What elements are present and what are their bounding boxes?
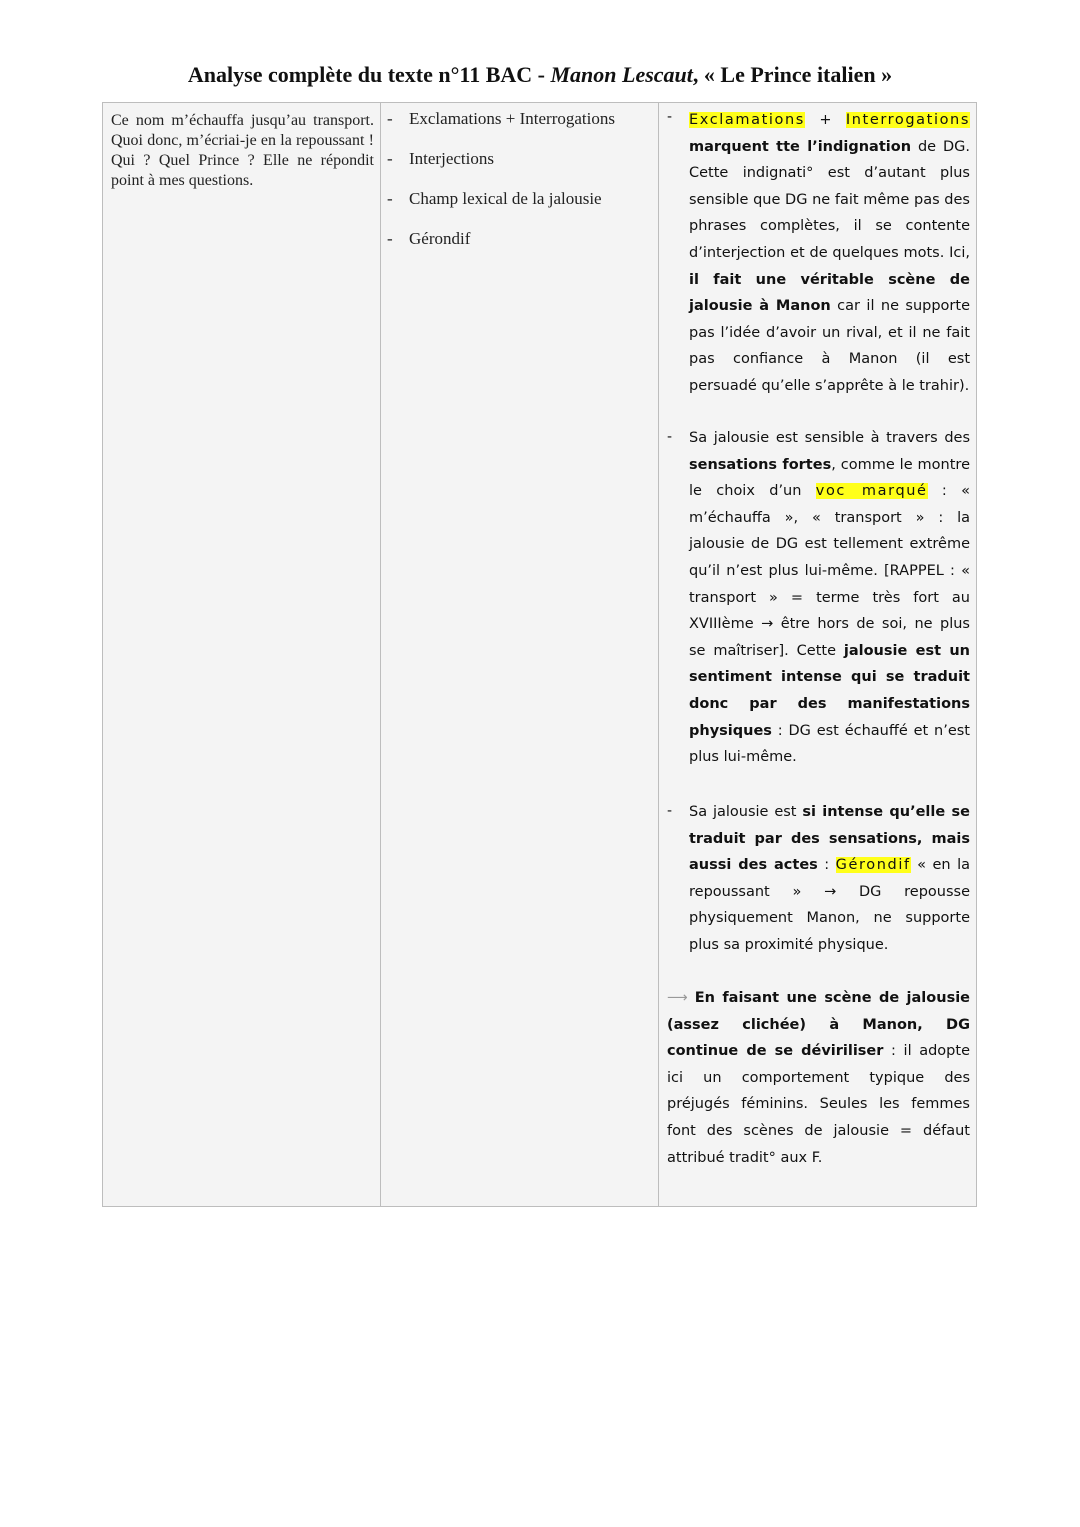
- procede-label: Exclamations + Interrogations: [409, 109, 615, 128]
- text: +: [804, 112, 846, 128]
- text: : DG est échauffé et n’est plus lui-même.: [689, 722, 970, 766]
- analysis-table: [102, 102, 977, 1207]
- title-work: Manon Lescaut: [550, 62, 693, 87]
- bold-text: sensations fortes: [689, 456, 832, 473]
- highlight: Interrogations: [845, 112, 970, 128]
- procede-label: Gérondif: [409, 229, 471, 248]
- procedes-column: [381, 103, 659, 1206]
- text: :: [817, 857, 836, 874]
- bullet-dash: -: [667, 429, 673, 445]
- text: « en la repoussant » → DG repousse physiquement Manon, ne supporte plus sa proximité physique.: [689, 857, 970, 953]
- procede-item: - Interjections: [387, 149, 494, 168]
- procede-item: - Exclamations + Interrogations: [387, 109, 615, 128]
- bullet-dash: -: [667, 109, 673, 125]
- bold-text: En faisant une scène de jalousie (assez clichée) à Manon, DG continue de se déviriliser: [667, 990, 970, 1060]
- title-suffix: , « Le Prince italien »: [692, 62, 893, 87]
- text: : il adopte ici un comportement typique des préjugés féminins. Seules les femmes font des scènes de jalousie = défaut attribué tradit° aux F.: [667, 1043, 970, 1166]
- procede-item: - Gérondif: [387, 229, 471, 248]
- text: de DG. Cette indignati° est d’autant plus sensible que DG ne fait même pas des phrases complètes, il se contente d’interjection et de quelques mots. Ici,: [689, 138, 970, 261]
- text: car il ne supporte pas l’idée d’avoir un rival, et il ne fait pas confiance à Manon (il est persuadé qu’elle s’apprête à le trahir).: [689, 298, 970, 394]
- analysis-paragraph-2: [689, 425, 970, 771]
- text: Sa jalousie est: [689, 804, 803, 820]
- analysis-paragraph-1: [689, 107, 970, 400]
- bold-text: si intense qu’elle se traduit par des sensations, mais aussi des actes: [689, 804, 970, 874]
- bullet-dash: -: [667, 803, 673, 819]
- procede-label: Champ lexical de la jalousie: [409, 189, 602, 208]
- arrow-icon: ⟶: [667, 990, 688, 1006]
- title-prefix: Analyse complète du texte n°11 BAC -: [187, 62, 551, 87]
- quote-text: Ce nom m’échauffa jusqu’au transport. Quoi donc, m’écriai-je en la repoussant ! Qui ? Quel Prince ? Elle ne répondit point à mes questions.: [111, 112, 374, 189]
- bold-text: jalousie est un sentiment intense qui se traduit donc par des manifestations physiques: [689, 642, 970, 739]
- quote-column: [103, 103, 381, 1206]
- procede-item: - Champ lexical de la jalousie: [387, 189, 602, 208]
- highlight: Exclamations: [689, 112, 805, 128]
- highlight: Gérondif: [835, 857, 911, 874]
- text: , comme le montre le choix d’un: [689, 456, 970, 500]
- page-title: [0, 62, 1080, 88]
- text: : « m’échauffa », « transport » : la jalousie de DG est tellement extrême qu’il n’est plus lui-même. [RAPPEL : « transport » = terme très fort au XVIIIème → être hors de soi, ne plus se maîtriser]. Cette: [689, 483, 970, 659]
- procede-label: Interjections: [409, 149, 494, 168]
- bold-text: marquent tte l’indignation: [689, 138, 912, 155]
- analysis-column: [659, 103, 976, 1206]
- analysis-paragraph-3: [689, 799, 970, 959]
- highlight: voc marqué: [815, 483, 928, 500]
- text: Sa jalousie est sensible à travers des: [689, 430, 970, 446]
- bold-text: il fait une véritable scène de jalousie à Manon: [689, 271, 970, 315]
- conclusion-paragraph: [667, 985, 970, 1171]
